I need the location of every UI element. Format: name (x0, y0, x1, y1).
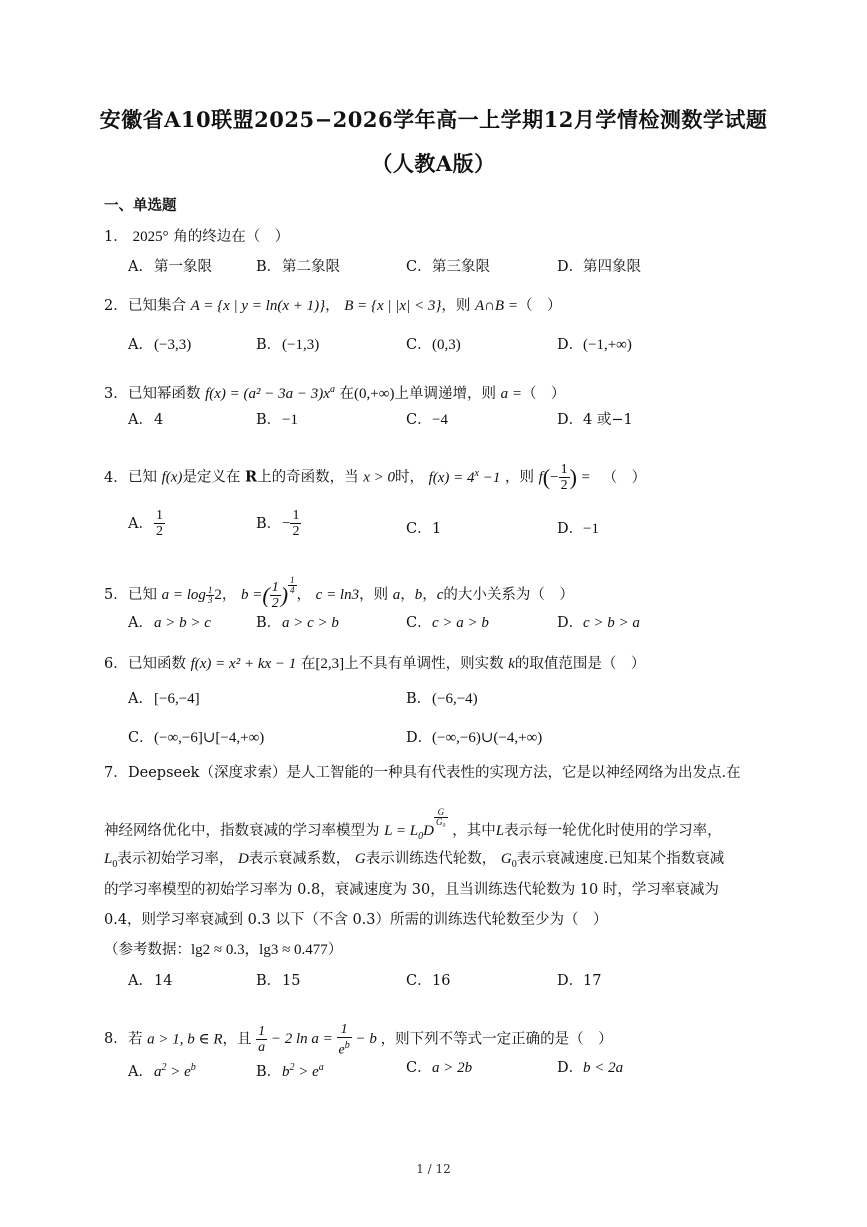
b-definition: b =( $\frac{1}{2}$ ) $\frac{1}{4}$ (241, 575, 295, 612)
q5-option-a: A．a > b > c (128, 615, 211, 631)
question-7-line-4: 的学习率模型的初始学习率为 0.8，衰减速度为 30，且当训练迭代轮数为 10 时，学习率衰减为 (104, 882, 719, 898)
q6-option-b: B．(−6,−4) (406, 691, 478, 707)
question-4: 4．已知 f(x)是定义在 R上的奇函数，当 x > 0时， $f(x) = 4^x -1$ ，则 f(− $\frac{1}{2}$ ) = （ ） (104, 462, 647, 493)
intersection-expr: A∩B = (474, 298, 518, 314)
q7-option-a: A．14 (128, 973, 173, 989)
question-6: 6．已知函数 f(x) = x² + kx − 1 在[2,3]上不具有单调性，则实数 k的取值范围是（ ） (104, 656, 646, 672)
question-7-line-5: 0.4，则学习率衰减到 0.3 以下（不含 0.3）所需的训练迭代轮数至少为（ ） (104, 912, 608, 928)
q4-option-a: A． $\frac{1}{2}$ (128, 508, 163, 539)
page-number: 1 / 12 (416, 1162, 451, 1176)
q8-option-b: B．$b^2 > e^a$ (256, 1062, 324, 1080)
power-function: $f(x) = (a^2 - 3a - 3)x^a$ (205, 384, 335, 402)
decay-model: $L = L_0D$ $\frac{G}{\text{G₀}}$ (384, 807, 446, 842)
set-a: A = {x | y = ln(x + 1)} (190, 298, 326, 314)
reference-data: （参考数据：lg2 ≈ 0.3，lg3 ≈ 0.477） (104, 942, 343, 958)
q7-option-c: C．16 (406, 973, 451, 989)
q1-option-b: B．第二象限 (256, 259, 340, 275)
q8-option-d: D．b < 2a (557, 1060, 624, 1076)
question-7: 7．Deepseek（深度求索）是人工智能的一种具有代表性的实现方法，它是以神经网络为出发点.在 (104, 765, 741, 781)
angle-expr: 2025° (132, 229, 169, 245)
q7-option-b: B．15 (256, 973, 301, 989)
exam-subtitle: （人教A版） (371, 151, 496, 176)
q3-option-a: A．4 (128, 412, 164, 428)
q1-option-c: C．第三象限 (406, 259, 490, 275)
q6-option-c: C．(−∞,−6]∪[−4,+∞) (128, 730, 265, 746)
q1-option-d: D．第四象限 (557, 259, 641, 275)
q4-option-d: D．−1 (557, 521, 599, 537)
q2-option-d: D．(−1,+∞) (557, 337, 632, 353)
a-definition: a = log $\frac{1}{3}$ 2 (161, 585, 222, 605)
q2-option-b: B．(−1,3) (256, 337, 320, 353)
q6-option-d: D．(−∞,−6)∪(−4,+∞) (406, 730, 543, 746)
question-text: 角的终边在（ ） (173, 229, 290, 245)
set-b: B = {x | |x| < 3} (344, 298, 442, 314)
q2-option-a: A．(−3,3) (128, 337, 192, 353)
q3-option-d: D．4 或−1 (557, 412, 633, 428)
q2-option-c: C．(0,3) (406, 337, 461, 353)
question-7-line-3: $L_0$表示初始学习率， D表示衰减系数， G表示训练迭代轮数， $G_0$表示衰减速度.已知某个指数衰减 (104, 851, 725, 870)
question-number: 1． (104, 229, 128, 245)
equation: $\frac{1}{a}$ − 2 ln a = $\frac{1}{e^b}$ − b (258, 1022, 377, 1058)
question-2: 2．已知集合 A = {x | y = ln(x + 1)}， B = {x | |x| < 3}，则 A∩B =（ ） (104, 298, 562, 314)
question-3: 3．已知幂函数 $f(x) = (a^2 - 3a - 3)x^a$ 在(0,+∞)上单调递增，则 a =（ ） (104, 384, 566, 402)
q4-option-c: C．1 (406, 521, 442, 537)
q6-option-a: A．[−6,−4] (128, 691, 200, 707)
function-definition: $f(x) = 4^x -1$ (428, 467, 501, 486)
q1-option-a: A．第一象限 (128, 259, 212, 275)
q3-option-b: B．−1 (256, 412, 298, 428)
exam-title: 安徽省A10联盟2025−2026学年高一上学期12月学情检测数学试题 (99, 107, 768, 132)
question-7-line-2: 神经网络优化中，指数衰减的学习率模型为 $L = L_0D$ $\frac{G}{\text{G₀}}$ ，其中L表示每一轮优化时使用的学习率， (104, 807, 722, 842)
q5-option-c: C．c > a > b (406, 615, 489, 631)
q7-option-d: D．17 (557, 973, 602, 989)
q8-option-c: C．a > 2b (406, 1060, 473, 1076)
section-heading: 一、单选题 (104, 197, 177, 214)
quadratic-function: f(x) = x² + kx − 1 (190, 656, 297, 672)
q5-option-b: B．a > c > b (256, 615, 339, 631)
question-8: 8．若 a > 1, b ∈ R，且 $\frac{1}{a}$ − 2 ln a = $\frac{1}{e^b}$ − b ，则下列不等式一定正确的是（ ） (104, 1022, 613, 1058)
q8-option-a: A．$a^2 > e^b$ (128, 1062, 196, 1080)
q3-option-c: C．−4 (406, 412, 448, 428)
q4-option-b: B．− $\frac{1}{2}$ (256, 508, 300, 539)
question-1 (104, 228, 289, 246)
question-5: 5．已知 a = log $\frac{1}{3}$ 2， b =( $\frac{1}{2}$ ) $\frac{1}{4}$ ， c = ln3，则 a，b，c的大小关系为（ ） (104, 575, 574, 612)
q5-option-d: D．c > b > a (557, 615, 640, 631)
